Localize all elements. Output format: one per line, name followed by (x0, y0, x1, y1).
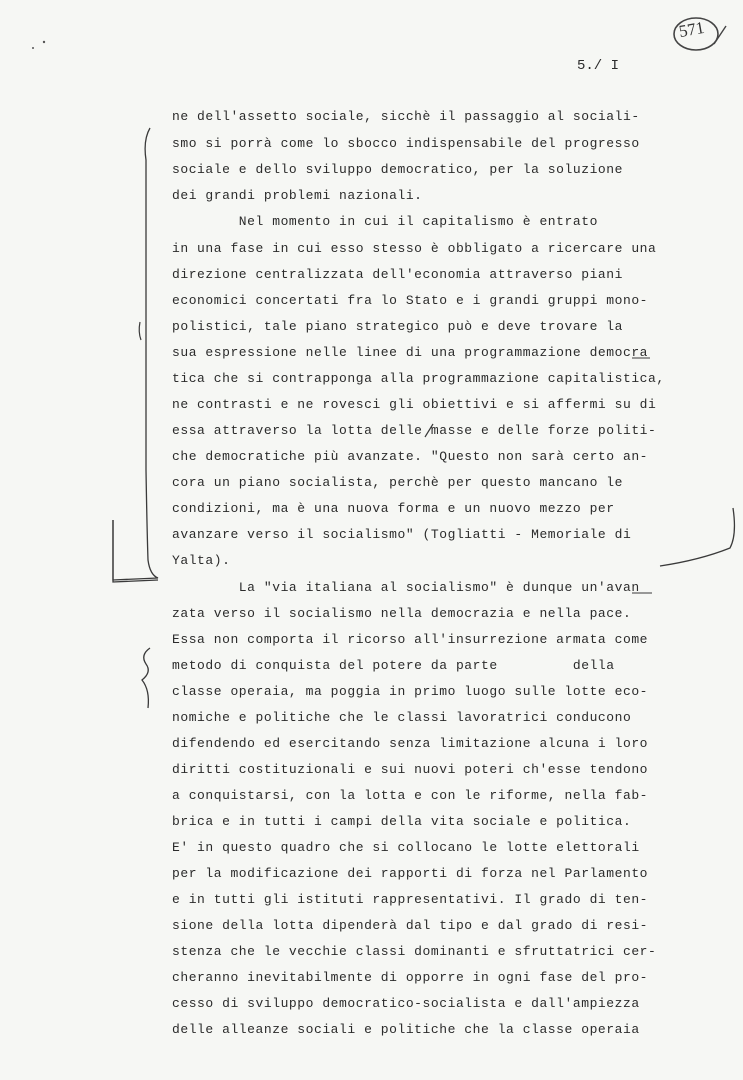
body-line: polistici, tale piano strategico può e deve trovare la (172, 319, 623, 334)
body-line: Yalta). (172, 553, 231, 568)
body-line: in una fase in cui esso stesso è obbligato a ricercare una (172, 241, 657, 256)
body-line: condizioni, ma è una nuova forma e un nuovo mezzo per (172, 501, 615, 516)
body-line: classe operaia, ma poggia in primo luogo sulle lotte eco- (172, 684, 649, 699)
right-margin-bracket (660, 508, 734, 566)
body-line: direzione centralizzata dell'economia attraverso piani (172, 267, 623, 282)
body-line: difendendo ed esercitando senza limitazione alcuna i loro (172, 736, 649, 751)
body-line: a conquistarsi, con la lotta e con le riforme, nella fab- (172, 788, 649, 803)
body-line: economici concertati fra lo Stato e i grandi gruppi mono- (172, 293, 649, 308)
body-line: dei grandi problemi nazionali. (172, 188, 423, 203)
body-line: avanzare verso il socialismo" (Togliatti - Memoriale di (172, 527, 632, 542)
archive-stamp-number: 571 (677, 17, 706, 42)
body-line: zata verso il socialismo nella democrazia e nella pace. (172, 606, 632, 621)
left-margin-bracket (113, 128, 158, 580)
body-line: E' in questo quadro che si collocano le lotte elettorali (172, 840, 640, 855)
body-line: delle alleanze sociali e politiche che la classe operaia (172, 1022, 640, 1037)
body-line: metodo di conquista del potere da parte della (172, 658, 615, 673)
body-line: Essa non comporta il ricorso all'insurrezione armata come (172, 632, 649, 647)
body-line: per la modificazione dei rapporti di forza nel Parlamento (172, 866, 649, 881)
body-line: stenza che le vecchie classi dominanti e sfruttatrici cer- (172, 944, 657, 959)
body-line: ne contrasti e ne rovesci gli obiettivi e si affermi su di (172, 397, 657, 412)
body-line: brica e in tutti i campi della vita sociale e politica. (172, 814, 632, 829)
body-line: e in tutti gli istituti rappresentativi. Il grado di ten- (172, 892, 649, 907)
body-line: smo si porrà come lo sbocco indispensabile del progresso (172, 136, 640, 151)
body-line: La "via italiana al socialismo" è dunque un'avan (172, 580, 640, 595)
margin-tick (139, 322, 141, 340)
page-number: 5./ I (577, 58, 620, 74)
body-line: Nel momento in cui il capitalismo è entrato (172, 214, 598, 229)
correction-slash (425, 424, 433, 437)
margin-curly-brace (142, 648, 150, 708)
body-line: nomiche e politiche che le classi lavoratrici conducono (172, 710, 632, 725)
body-line: che democratiche più avanzate. "Questo non sarà certo an- (172, 449, 649, 464)
body-line: cesso di sviluppo democratico-socialista e dall'ampiezza (172, 996, 640, 1011)
body-line: sione della lotta dipenderà dal tipo e dal grado di resi- (172, 918, 649, 933)
body-line: sua espressione nelle linee di una programmazione democra (172, 345, 649, 360)
body-line: cheranno inevitabilmente di opporre in ogni fase del pro- (172, 970, 649, 985)
body-line: sociale e dello sviluppo democratico, per la soluzione (172, 162, 623, 177)
body-line: tica che si contrapponga alla programmazione capitalistica, (172, 371, 665, 386)
body-line: diritti costituzionali e sui nuovi poteri ch'esse tendono (172, 762, 649, 777)
body-line: cora un piano socialista, perchè per questo mancano le (172, 475, 623, 490)
body-line: ne dell'assetto sociale, sicchè il passaggio al sociali- (172, 109, 640, 124)
body-line: essa attraverso la lotta delle masse e delle forze politi- (172, 423, 657, 438)
